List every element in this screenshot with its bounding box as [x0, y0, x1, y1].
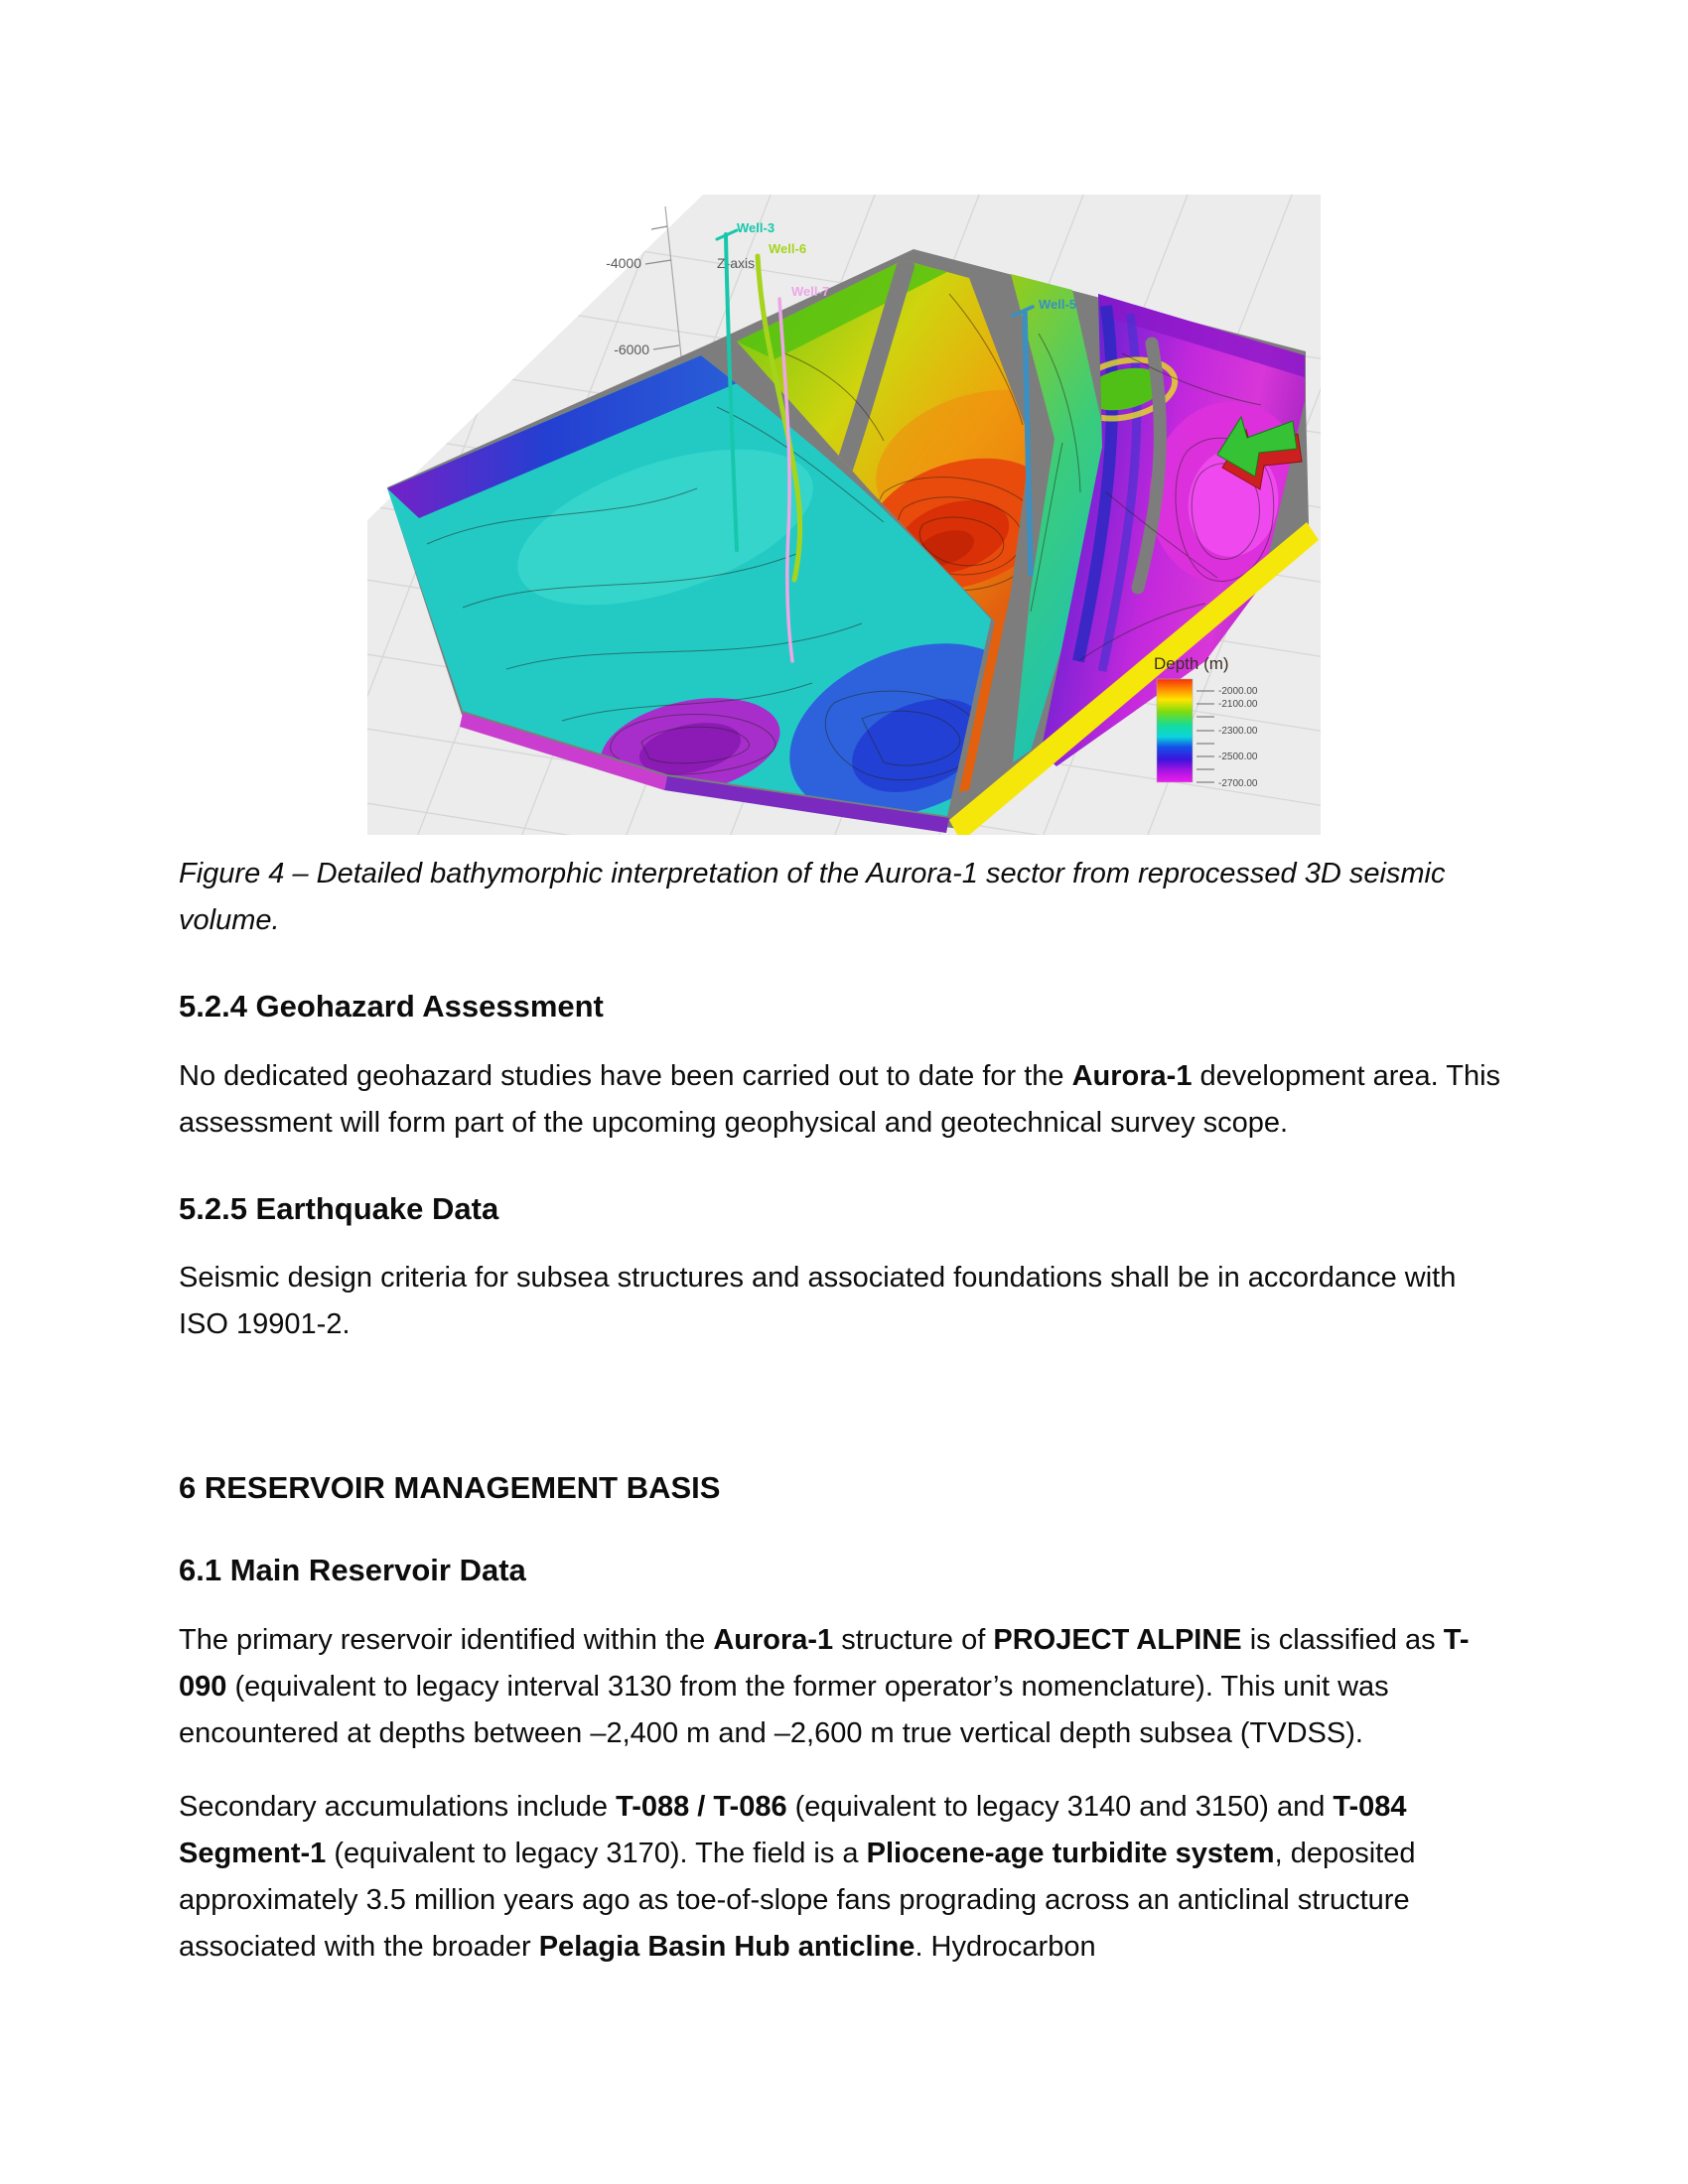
well-label-5: Well-5	[1039, 297, 1077, 312]
z-axis-label: Z-axis	[717, 255, 756, 271]
legend-tick-1: -2100.00	[1218, 699, 1258, 710]
z-tick--4000: -4000	[606, 255, 641, 271]
legend-colorbar	[1157, 679, 1193, 782]
well-label-7: Well-7	[791, 284, 830, 299]
heading-main-reservoir-data: 6.1 Main Reservoir Data	[179, 1553, 526, 1588]
legend-title: Depth (m)	[1154, 654, 1229, 673]
well-label-6: Well-6	[769, 241, 807, 256]
z-tick--6000: -6000	[614, 341, 649, 357]
heading-earthquake-data: 5.2.5 Earthquake Data	[179, 1190, 499, 1226]
figure-3d-bathymetry	[367, 195, 1321, 835]
heading-reservoir-management-basis: 6 RESERVOIR MANAGEMENT BASIS	[179, 1470, 721, 1506]
well-label-3: Well-3	[737, 220, 775, 235]
bathymetry-scene	[367, 195, 1321, 835]
legend-tick-2: -2300.00	[1218, 726, 1258, 737]
legend-tick-0: -2000.00	[1218, 686, 1258, 697]
legend-tick-4: -2700.00	[1218, 778, 1258, 789]
document-body	[0, 851, 1688, 1971]
paragraph-main-reservoir-1: The primary reservoir identified within the Aurora-1 structure of PROJECT ALPINE is classified as T-090 (equivalent to legacy interval 3130 from the former operator’s nomenclature). This unit was encountered at depths between –2,400 m and –2,600 m true vertical depth subsea (TVDSS).	[179, 1623, 1470, 1749]
paragraph-geohazard: No dedicated geohazard studies have been carried out to date for the Aurora-1 development area. This assessment will form part of the upcoming geophysical and geotechnical survey scope.	[179, 1059, 1501, 1139]
paragraph-earthquake: Seismic design criteria for subsea structures and associated foundations shall be in accordance with ISO 19901-2.	[179, 1262, 1457, 1341]
paragraph-main-reservoir-2: Secondary accumulations include T-088 / T-086 (equivalent to legacy 3140 and 3150) and T-084 Segment-1 (equivalent to legacy 3170). The field is a Pliocene-age turbidite system, deposited approximately 3.5 million years ago as toe-of-slope fans prograding across an anticlinal structure associated with the broader Pelagia Basin Hub anticline. Hydrocarbon	[179, 1790, 1416, 1963]
legend-tick-3: -2500.00	[1218, 751, 1258, 762]
figure-caption: Figure 4 – Detailed bathymorphic interpretation of the Aurora-1 sector from reprocessed 3D seismic volume.	[179, 858, 1446, 936]
heading-geohazard-assessment: 5.2.4 Geohazard Assessment	[179, 988, 604, 1024]
